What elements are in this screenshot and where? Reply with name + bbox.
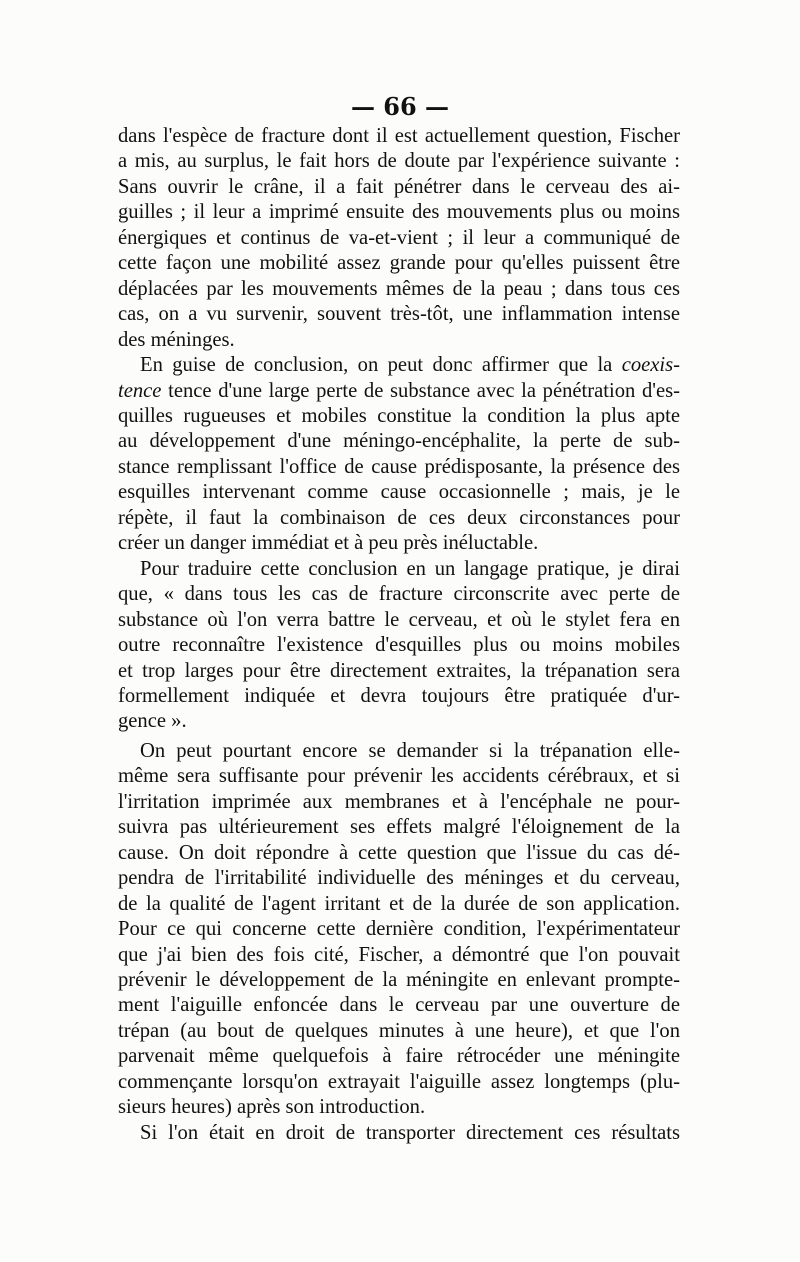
italic-word: coexis- [621,354,680,377]
text-line: prévenir le développement de la méningite en enlevant prompte- [118,968,680,991]
paragraph-3 [118,557,680,735]
text-line: pendra de l'irritabilité individuelle des méninges et du cerveau, [118,867,680,890]
text-line: sieurs heures) après son introduction. [118,1096,426,1119]
text-line [118,353,680,378]
text-fragment: En guise de conclusion, on peut donc affirmer que la [140,354,622,377]
text-line: formellement indiquée et devra toujours être pratiquée d'ur- [118,684,680,707]
text-line: substance où l'on verra battre le cerveau, et où le stylet fera en [118,608,680,631]
text-line: des méninges. [118,328,235,351]
text-line: outre reconnaître l'existence d'esquilles plus ou moins mobiles [118,634,680,657]
text-line: cette façon une mobilité assez grande pour qu'elles puissent être [118,252,680,275]
text-line: répète, il faut la combinaison de ces deux circonstances pour [118,506,680,529]
paragraph-1 [118,124,680,353]
text-line: dans l'espèce de fracture dont il est actuellement question, Fischer [118,125,680,147]
paragraph-5 [118,1121,680,1146]
page-number: — 66 — [350,92,450,121]
paragraph-4 [118,739,680,1121]
text-line: commençante lorsqu'on extrayait l'aiguille assez longtemps (plu- [118,1070,680,1093]
text-line: stance remplissant l'office de cause prédisposante, la présence des [118,455,680,478]
text-line: parvenait même quelquefois à faire rétrocéder une méningite [118,1045,680,1068]
text-line: ment l'aiguille enfoncée dans le cerveau par une ouverture de [118,994,680,1017]
text-line: On peut pourtant encore se demander si la trépanation elle- [140,739,680,762]
italic-word: tence [118,379,162,402]
text-line: cause. On doit répondre à cette question que l'issue du cas dé- [118,841,680,864]
text-line: que, « dans tous les cas de fracture circonscrite avec perte de [118,583,680,606]
text-line: au développement d'une méningo-encéphalite, la perte de sub- [118,430,680,453]
text-line: suivra pas ultérieurement ses effets malgré l'éloignement de la [118,816,680,839]
text-line: l'irritation imprimée aux membranes et à l'encéphale ne pour- [118,790,680,813]
text-fragment: tence d'une large perte de substance avec la pénétration d'es- [168,379,680,402]
text-line: Pour ce qui concerne cette dernière condition, l'expérimentateur [118,918,680,941]
text-line: Pour traduire cette conclusion en un langage pratique, je dirai [140,557,680,580]
text-line: trépan (au bout de quelques minutes à une heure), et que l'on [118,1019,680,1042]
text-line [118,379,680,404]
paragraph-2 [118,353,680,557]
text-line: créer un danger immédiat et à peu près inéluctable. [118,532,539,555]
text-line: a mis, au surplus, le fait hors de doute par l'expérience suivante : [118,150,680,173]
text-line: même sera suffisante pour prévenir les accidents cérébraux, et si [118,765,680,788]
text-line: que j'ai bien des fois cité, Fischer, a démontré que l'on pouvait [118,943,680,966]
text-line: guilles ; il leur a imprimé ensuite des mouvements plus ou moins [118,201,680,224]
text-line: gence ». [118,710,187,733]
text-line: esquilles intervenant comme cause occasionnelle ; mais, je le [118,481,680,504]
text-line: Sans ouvrir le crâne, il a fait pénétrer dans le cerveau des ai- [118,175,680,198]
text-line: Si l'on était en droit de transporter directement ces résultats [140,1121,680,1144]
text-line: de la qualité de l'agent irritant et de la durée de son application. [118,892,680,915]
text-line: énergiques et continus de va-et-vient ; il leur a communiqué de [118,226,680,249]
body-text [118,124,680,1146]
text-line: déplacées par les mouvements mêmes de la peau ; dans tous ces [118,277,680,300]
text-line: quilles rugueuses et mobiles constitue la condition la plus apte [118,404,680,427]
text-line: cas, on a vu survenir, souvent très-tôt, une inflammation intense [118,303,680,326]
text-line: et trop larges pour être directement extraites, la trépanation sera [118,659,680,682]
